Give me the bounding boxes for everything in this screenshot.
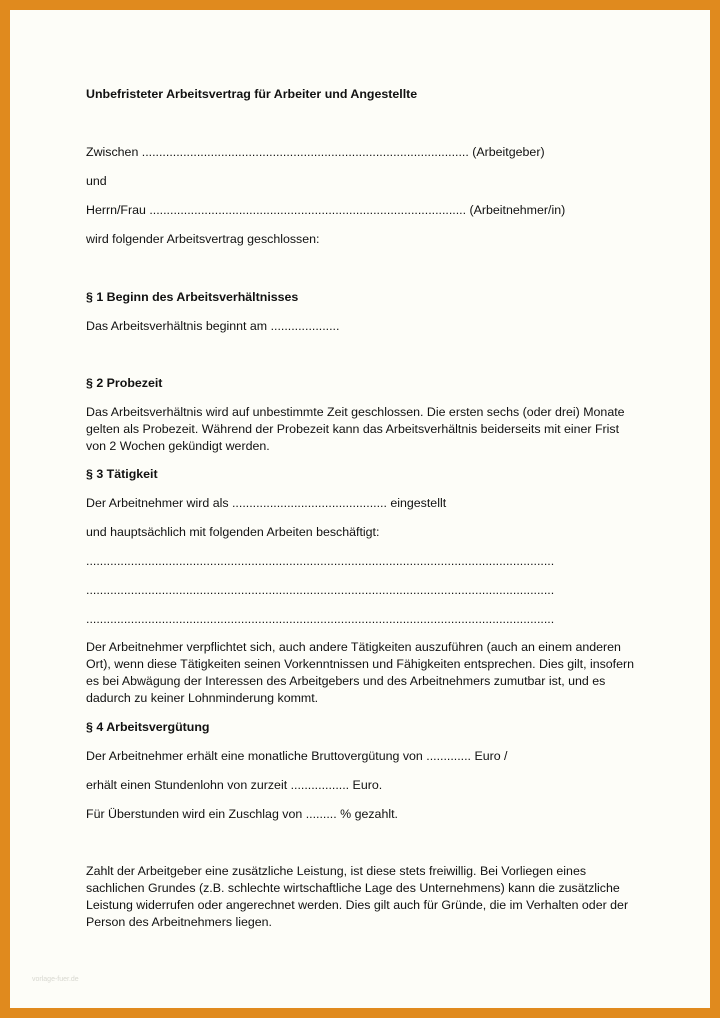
hourly-wage-line: erhält einen Stundenlohn von zurzeit ................. Euro. <box>86 778 383 792</box>
employer-line: Zwischen ............................................................................................... (Arbeitgeber) <box>86 145 545 159</box>
section-3-duties-intro: und hauptsächlich mit folgenden Arbeiten beschäftigt: <box>86 525 380 539</box>
section-3-hired-as: Der Arbeitnehmer wird als ............................................. eingestellt <box>86 496 447 510</box>
section-1-text: Das Arbeitsverhältnis beginnt am .................... <box>86 319 340 333</box>
duties-blank-line-2: ........................................................................................................................................ <box>86 583 555 597</box>
additional-benefit-text: Zahlt der Arbeitgeber eine zusätzliche Leistung, ist diese stets freiwillig. Bei Vorliegen eines sachlichen Grundes (z.B. schlechte wirtschaftliche Lage des Unternehmens) kann die zusätzliche Leistung widerrufen oder angerechnet werden. Dies gilt auch für Gründe, die im Verhalten oder der Person des Arbeitnehmers liegen. <box>86 864 629 929</box>
duties-blank-line-3: ........................................................................................................................................ <box>86 612 555 626</box>
and-line: und <box>86 174 107 188</box>
duties-blank-line-1: ........................................................................................................................................ <box>86 554 555 568</box>
concluded-line: wird folgender Arbeitsvertrag geschlossen: <box>86 232 320 246</box>
section-4-heading: § 4 Arbeitsvergütung <box>86 720 210 734</box>
section-2-text: Das Arbeitsverhältnis wird auf unbestimmte Zeit geschlossen. Die ersten sechs (oder drei) Monate gelten als Probezeit. Während der Probezeit kann das Arbeitsverhältnis beiderseits mit einer Frist von 2 Wochen gekündigt werden. <box>86 405 625 453</box>
section-3-text: Der Arbeitnehmer verpflichtet sich, auch andere Tätigkeiten auszuführen (auch an einem anderen Ort), wenn diese Tätigkeiten seinen Vorkenntnissen und Fähigkeiten entsprechen. Dies gilt, insofern es bei Abwägung der Interessen des Arbeitgebers und des Arbeitnehmers zumutbar ist, und es dadurch zu keiner Lohnminderung kommt. <box>86 640 635 705</box>
document-title: Unbefristeter Arbeitsvertrag für Arbeiter und Angestellte <box>86 87 418 101</box>
section-2-heading: § 2 Probezeit <box>86 376 163 390</box>
watermark: vorlage-fuer.de <box>32 976 79 983</box>
section-3-heading: § 3 Tätigkeit <box>86 467 158 481</box>
document-page <box>10 10 710 1008</box>
gross-salary-line: Der Arbeitnehmer erhält eine monatliche Bruttovergütung von ............. Euro / <box>86 749 508 763</box>
overtime-line: Für Überstunden wird ein Zuschlag von ......... % gezahlt. <box>86 807 398 821</box>
employee-line: Herrn/Frau ............................................................................................ (Arbeitnehmer/in) <box>86 203 566 217</box>
section-1-heading: § 1 Beginn des Arbeitsverhältnisses <box>86 290 299 304</box>
